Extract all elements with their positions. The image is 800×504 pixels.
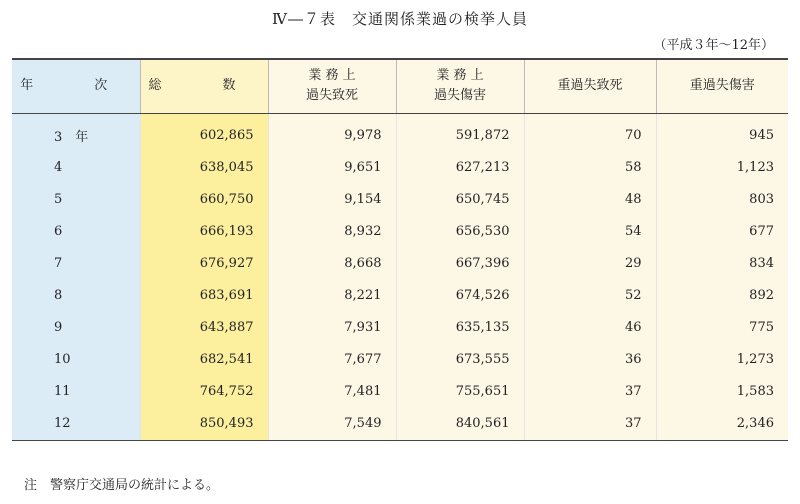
header-gross-death: 重過失致死 — [524, 59, 656, 113]
cell-gross-injury: 803 — [656, 184, 788, 216]
cell-total: 676,927 — [140, 248, 268, 280]
cell-gross-death: 37 — [524, 408, 656, 441]
cell-year: 7 — [12, 248, 140, 280]
cell-total: 660,750 — [140, 184, 268, 216]
table-row — [12, 120, 788, 152]
cell-work-injury: 755,651 — [396, 376, 524, 408]
cell-year: 5 — [12, 184, 140, 216]
header-year: 年 次 — [12, 59, 140, 113]
table-body — [12, 113, 788, 440]
cell-work-death: 7,481 — [268, 376, 396, 408]
cell-year: 8 — [12, 280, 140, 312]
header-work-death-line2: 過失致死 — [305, 88, 358, 104]
cell-work-injury: 674,526 — [396, 280, 524, 312]
cell-year: 4 — [12, 152, 140, 184]
table-row — [12, 184, 788, 216]
cell-total: 666,193 — [140, 216, 268, 248]
cell-gross-injury: 1,583 — [656, 376, 788, 408]
cell-work-injury: 635,135 — [396, 312, 524, 344]
cell-gross-death: 52 — [524, 280, 656, 312]
cell-gross-injury: 892 — [656, 280, 788, 312]
cell-gross-death: 54 — [524, 216, 656, 248]
table-row — [12, 280, 788, 312]
header-work-death-line1: 業 務 上 — [308, 68, 356, 84]
cell-work-death: 7,549 — [268, 408, 396, 441]
cell-work-injury: 673,555 — [396, 344, 524, 376]
cell-work-death: 7,677 — [268, 344, 396, 376]
table-row — [12, 408, 788, 441]
cell-work-injury: 650,745 — [396, 184, 524, 216]
cell-gross-death: 58 — [524, 152, 656, 184]
cell-work-injury: 840,561 — [396, 408, 524, 441]
cell-work-injury: 591,872 — [396, 120, 524, 152]
cell-year: 11 — [12, 376, 140, 408]
table-row — [12, 376, 788, 408]
cell-total: 602,865 — [140, 120, 268, 152]
header-row — [12, 59, 788, 113]
cell-work-death: 9,978 — [268, 120, 396, 152]
cell-work-injury: 627,213 — [396, 152, 524, 184]
table-note: 注 警察庁交通局の統計による。 — [24, 478, 220, 493]
cell-work-death: 8,932 — [268, 216, 396, 248]
cell-work-death: 8,221 — [268, 280, 396, 312]
cell-total: 850,493 — [140, 408, 268, 441]
cell-year: 6 — [12, 216, 140, 248]
cell-total: 643,887 — [140, 312, 268, 344]
cell-work-death: 8,668 — [268, 248, 396, 280]
cell-gross-injury: 677 — [656, 216, 788, 248]
table-row — [12, 216, 788, 248]
cell-year: 10 — [12, 344, 140, 376]
cell-gross-injury: 1,273 — [656, 344, 788, 376]
cell-gross-death: 70 — [524, 120, 656, 152]
table-row — [12, 344, 788, 376]
cell-gross-injury: 2,346 — [656, 408, 788, 441]
header-total: 総 数 — [140, 59, 268, 113]
cell-total: 683,691 — [140, 280, 268, 312]
cell-year: 3 年 — [12, 120, 140, 152]
cell-year: 9 — [12, 312, 140, 344]
header-work-injury-line2: 過失傷害 — [433, 88, 486, 104]
cell-work-death: 9,651 — [268, 152, 396, 184]
header-gross-injury: 重過失傷害 — [656, 59, 788, 113]
cell-gross-death: 36 — [524, 344, 656, 376]
cell-total: 638,045 — [140, 152, 268, 184]
header-work-injury-line1: 業 務 上 — [436, 68, 484, 84]
table-row — [12, 312, 788, 344]
cell-gross-death: 29 — [524, 248, 656, 280]
header-work-injury — [396, 59, 524, 113]
table-row — [12, 152, 788, 184]
cell-year: 12 — [12, 408, 140, 441]
cell-gross-death: 48 — [524, 184, 656, 216]
cell-gross-death: 46 — [524, 312, 656, 344]
cell-total: 682,541 — [140, 344, 268, 376]
cell-gross-death: 37 — [524, 376, 656, 408]
header-work-death — [268, 59, 396, 113]
cell-work-death: 9,154 — [268, 184, 396, 216]
cell-work-death: 7,931 — [268, 312, 396, 344]
cell-gross-injury: 1,123 — [656, 152, 788, 184]
arrest-table — [12, 58, 788, 441]
cell-total: 764,752 — [140, 376, 268, 408]
table-period: （平成３年～12年） — [653, 38, 774, 53]
table-row — [12, 248, 788, 280]
cell-work-injury: 656,530 — [396, 216, 524, 248]
cell-gross-injury: 834 — [656, 248, 788, 280]
cell-gross-injury: 775 — [656, 312, 788, 344]
table-title: Ⅳ―７表 交通関係業過の検挙人員 — [272, 10, 528, 28]
cell-work-injury: 667,396 — [396, 248, 524, 280]
cell-gross-injury: 945 — [656, 120, 788, 152]
